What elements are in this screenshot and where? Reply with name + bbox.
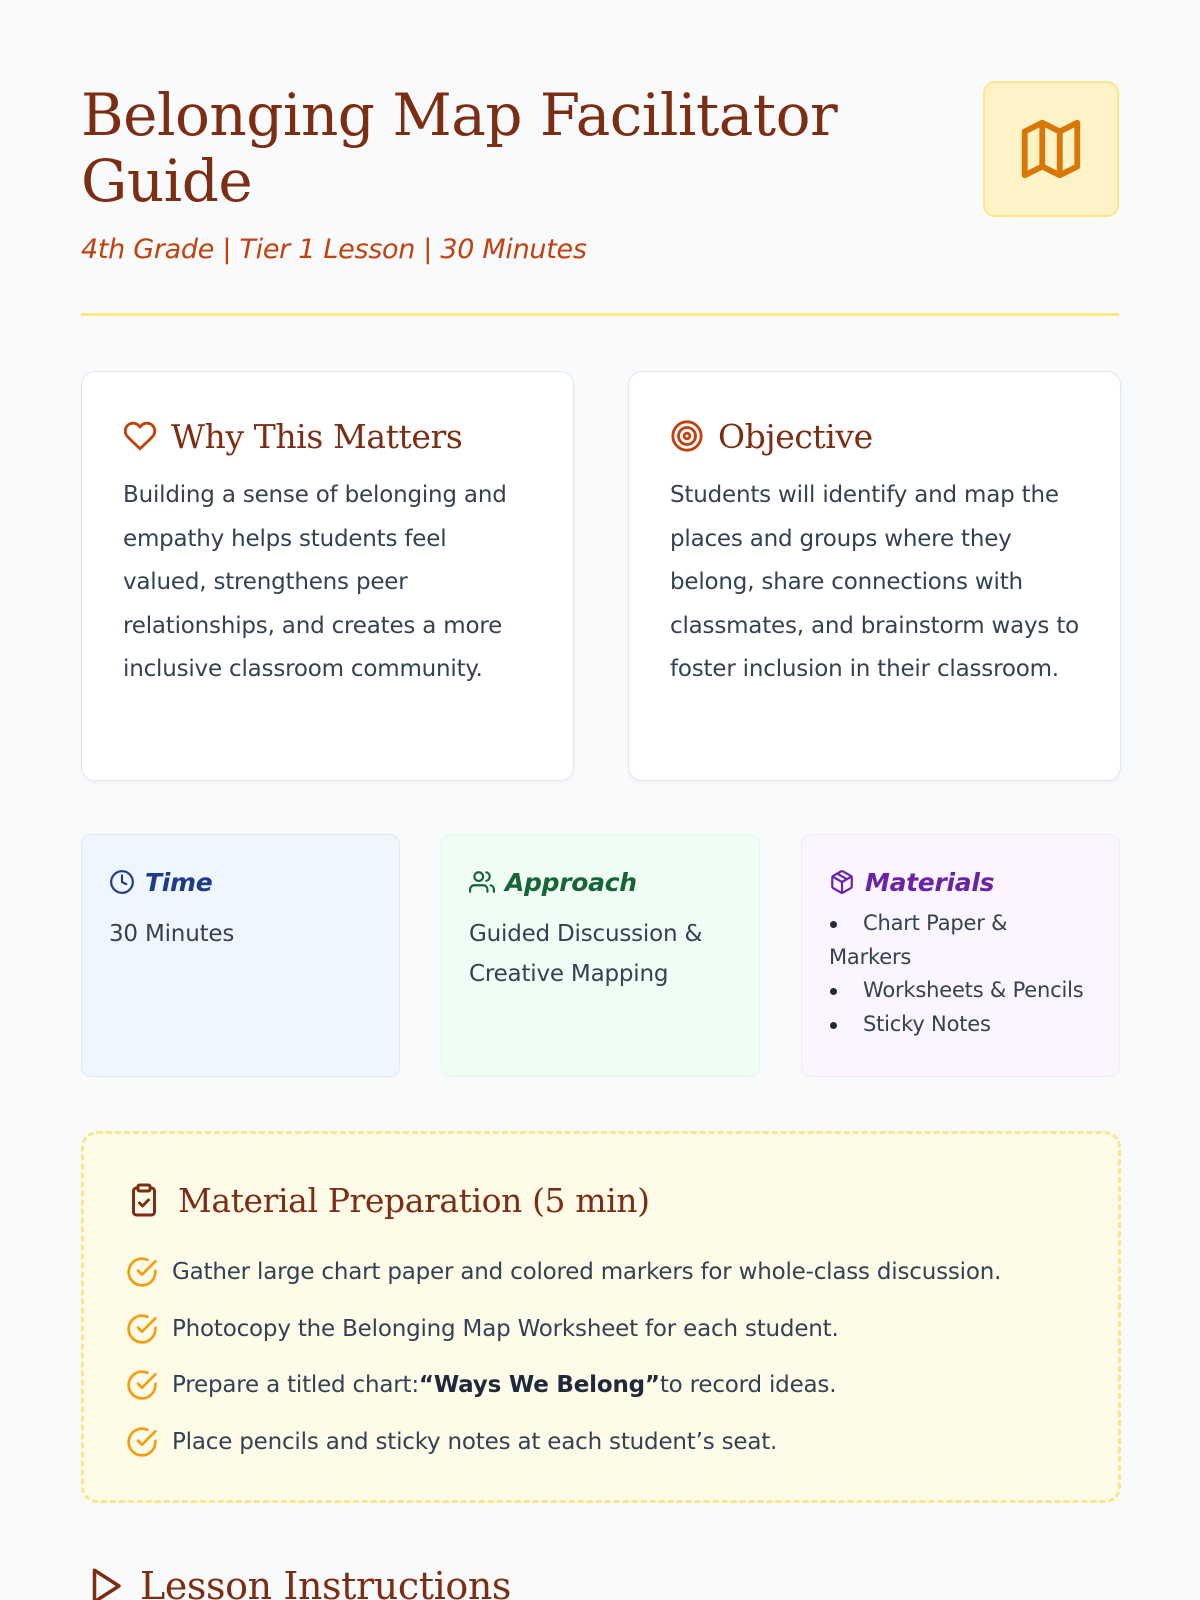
overview-cards: [81, 371, 1121, 781]
clock-icon: [109, 869, 135, 895]
checklist-item-text: Place pencils and sticky notes at each student’s seat.: [172, 1428, 778, 1455]
checklist-item-text: Gather large chart paper and colored markers for whole-class discussion.: [172, 1259, 1002, 1286]
page-header: [81, 0, 1119, 316]
map-icon: [1016, 114, 1086, 184]
why-card-header: [123, 412, 533, 460]
play-icon: [84, 1565, 126, 1600]
check-circle-icon: [126, 1256, 158, 1288]
check-circle-icon: [126, 1369, 158, 1401]
checklist-item: [126, 1414, 1076, 1471]
objective-card-title: Objective: [718, 416, 873, 456]
checklist-item: [126, 1301, 1076, 1358]
check-circle-icon: [126, 1313, 158, 1345]
materials-item: Sticky Notes: [829, 1008, 1092, 1042]
time-value: 30 Minutes: [109, 921, 235, 947]
check-circle-icon: [126, 1426, 158, 1458]
heart-icon: [123, 419, 157, 453]
materials-box: [801, 834, 1120, 1077]
why-card-title: Why This Matters: [171, 416, 463, 456]
objective-card: [628, 371, 1121, 781]
preparation-checklist: [126, 1244, 1076, 1470]
approach-value: Guided Discussion & Creative Mapping: [469, 921, 703, 987]
time-box: [81, 834, 400, 1077]
materials-item: Chart Paper & Markers: [829, 907, 1092, 974]
checklist-item: [126, 1244, 1076, 1301]
preparation-title: Material Preparation (5 min): [178, 1180, 650, 1220]
objective-card-body: Students will identify and map the places and groups where they belong, share connections with classmates, and brainstorm ways to foster inclusion in their classroom.: [670, 482, 1080, 682]
material-preparation-box: [81, 1131, 1121, 1503]
preparation-header: [126, 1174, 1076, 1226]
map-logo-box: [983, 81, 1119, 217]
why-this-matters-card: [81, 371, 574, 781]
lesson-instructions-header: [84, 1562, 511, 1600]
lesson-instructions-title: Lesson Instructions: [140, 1564, 512, 1600]
materials-header: [829, 865, 1092, 899]
checklist-item: [126, 1357, 1076, 1414]
why-card-body: Building a sense of belonging and empathy helps students feel valued, strengthens peer relationships, and creates a more inclusive classroom community.: [123, 482, 507, 682]
materials-title: Materials: [865, 867, 995, 897]
approach-title: Approach: [505, 867, 637, 897]
materials-item: Worksheets & Pencils: [829, 974, 1092, 1008]
objective-card-header: [670, 412, 1080, 460]
target-icon: [670, 419, 704, 453]
chart-title-emphasis: “Ways We Belong”: [418, 1372, 660, 1399]
checklist-item-text: Photocopy the Belonging Map Worksheet for each student.: [172, 1315, 839, 1342]
lesson-info-row: [81, 834, 1121, 1077]
users-icon: [469, 869, 495, 895]
checklist-item-text: Prepare a titled chart:“Ways We Belong”to record ideas.: [172, 1372, 837, 1399]
clipboard-check-icon: [126, 1182, 162, 1218]
time-header: [109, 865, 372, 899]
page-subtitle: 4th Grade | Tier 1 Lesson | 30 Minutes: [81, 234, 587, 265]
package-icon: [829, 869, 855, 895]
approach-header: [469, 865, 732, 899]
materials-list: [829, 907, 1092, 1041]
page-title: Belonging Map Facilitator Guide: [81, 81, 838, 215]
approach-box: [441, 834, 760, 1077]
time-title: Time: [145, 867, 213, 897]
